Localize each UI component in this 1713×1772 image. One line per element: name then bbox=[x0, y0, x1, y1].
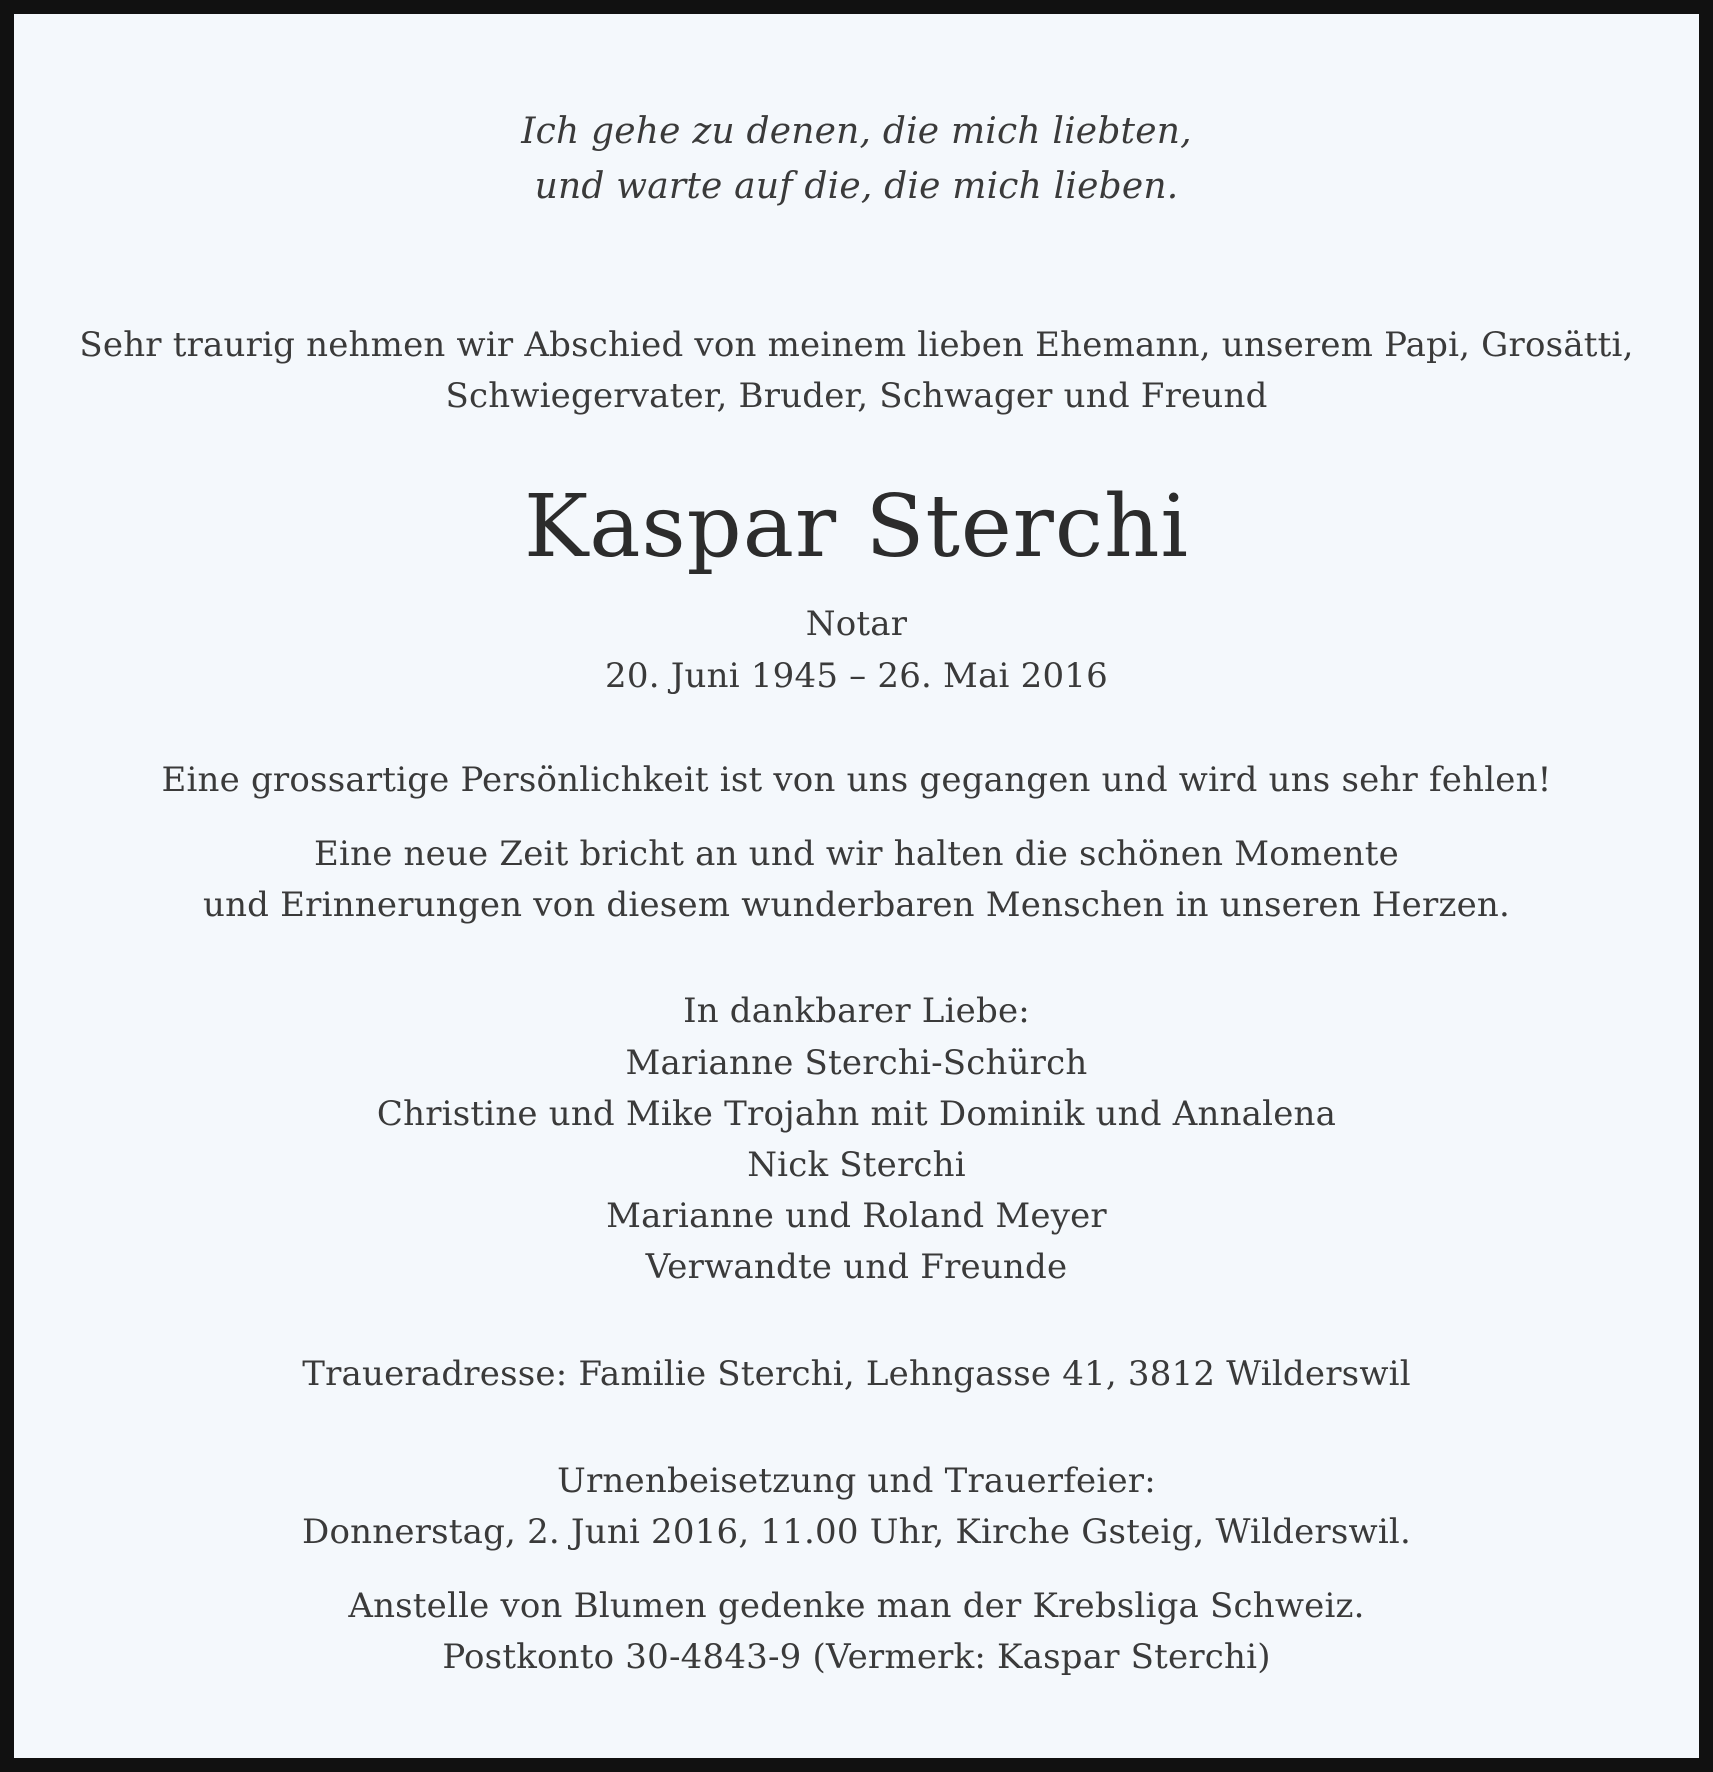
ceremony-heading: Urnenbeisetzung und Trauerfeier: bbox=[557, 1461, 1156, 1501]
ceremony-details: Donnerstag, 2. Juni 2016, 11.00 Uhr, Kirche Gsteig, Wilderswil. bbox=[302, 1512, 1411, 1552]
mourners-heading: In dankbarer Liebe: bbox=[683, 991, 1030, 1031]
mourner-name: Marianne Sterchi-Schürch bbox=[625, 1043, 1088, 1083]
mourner-name: Nick Sterchi bbox=[747, 1145, 966, 1185]
intro-line-1: Sehr traurig nehmen wir Abschied von meinem lieben Ehemann, unserem Papi, Grosätti, bbox=[79, 325, 1634, 365]
mourning-address: Traueradresse: Familie Sterchi, Lehngasse 41, 3812 Wilderswil bbox=[302, 1354, 1411, 1394]
deceased-name: Kaspar Sterchi bbox=[524, 477, 1189, 577]
mourner-name: Marianne und Roland Meyer bbox=[606, 1196, 1107, 1236]
mourner-name: Christine und Mike Trojahn mit Dominik und Annalena bbox=[376, 1094, 1337, 1134]
intro-line-2: Schwiegervater, Bruder, Schwager und Freund bbox=[445, 376, 1268, 416]
tribute-line-2: Eine neue Zeit bricht an und wir halten die schönen Momente bbox=[314, 834, 1399, 874]
mourner-name: Verwandte und Freunde bbox=[645, 1247, 1068, 1287]
tribute-line-1: Eine grossartige Persönlichkeit ist von uns gegangen und wird uns sehr fehlen! bbox=[161, 760, 1552, 800]
donation-line-2: Postkonto 30-4843-9 (Vermerk: Kaspar Sterchi) bbox=[442, 1637, 1271, 1677]
tribute-line-3: und Erinnerungen von diesem wunderbaren Menschen in unseren Herzen. bbox=[202, 885, 1510, 925]
deceased-dates: 20. Juni 1945 – 26. Mai 2016 bbox=[605, 656, 1108, 696]
deceased-profession: Notar bbox=[805, 604, 908, 644]
motto-line-1: Ich gehe zu denen, die mich liebten, bbox=[521, 111, 1192, 152]
motto-line-2: und warte auf die, die mich lieben. bbox=[534, 166, 1179, 207]
donation-line-1: Anstelle von Blumen gedenke man der Krebsliga Schweiz. bbox=[348, 1586, 1365, 1626]
